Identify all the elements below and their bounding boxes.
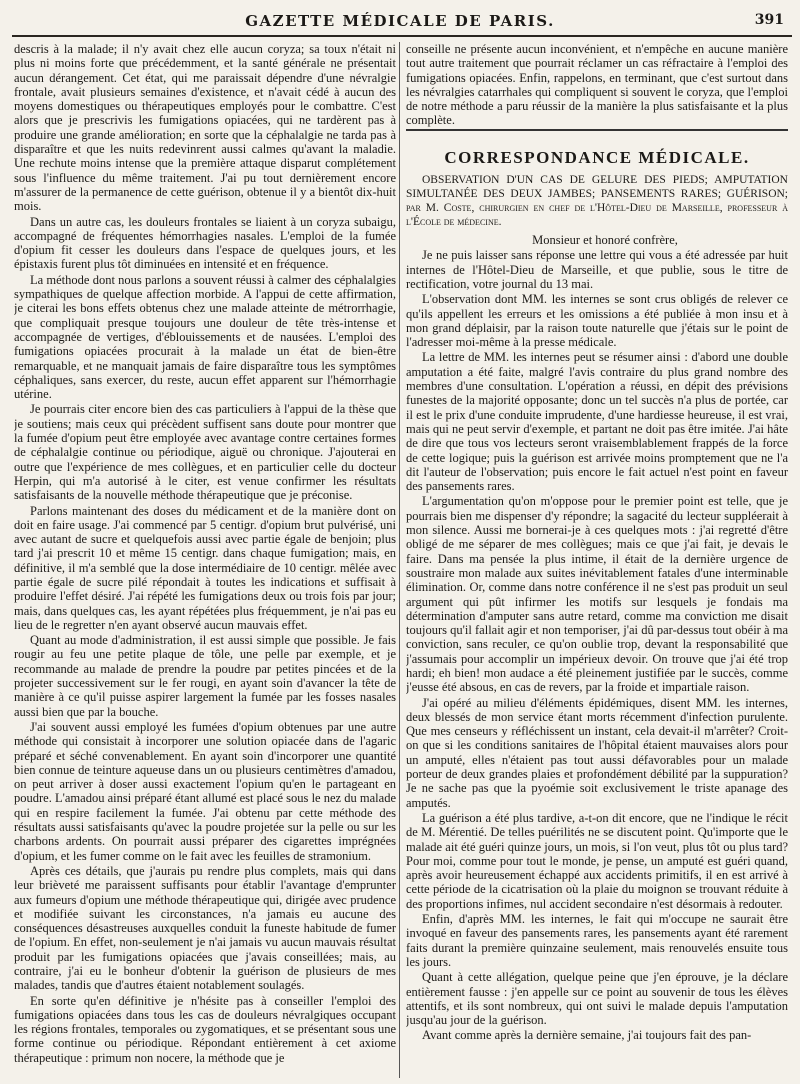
- right-paragraph: J'ai opéré au milieu d'éléments épidémiques, disent MM. les internes, deux blessés de mon service étant morts récemment d'infection purulente. Que mes censeurs y réfléchissent un instant, cela devait-il m'arrêter? Croit-on que si les conditions sanitaires de l'hôpital étaient mauvaises alors pour un amputé, elles n'étaient pas tout aussi défavorables pour un malade porteur de deux grandes plaies et profondément débilité par la suppuration? Je ne sache pas que la pyoémie soit exclusivement le triste apanage des amputés.: [406, 695, 788, 810]
- right-paragraph: Je ne puis laisser sans réponse une lettre qui vous a été adressée par huit internes de l'Hôtel-Dieu de Marseille, et que publie, sous le titre de rectification, votre journal du 13 mai.: [406, 248, 788, 291]
- section-title-box: [406, 129, 788, 165]
- page-number: 391: [754, 12, 784, 28]
- right-paragraph: La guérison a été plus tardive, a-t-on dit encore, que ne l'indique le récit de M. Mérentié. De telles puérilités ne se discutent point. Qu'importe que le malade ait été guéri quinze jours, un mois, si l'on veut, plus tôt ou plus tard? Pour moi, comme pour tout le monde, je pense, un amputé est guéri quand, après avoir heureusement échappé aux accidents primitifs, il en est arrivé à cette période de la cicatrisation où la plaie du moignon se trouvant réduite à des proportions infimes, nul accident secondaire n'est désormais à redouter.: [406, 810, 788, 911]
- left-column: [14, 42, 396, 1080]
- right-paragraph: L'observation dont MM. les internes se sont crus obligés de relever ce qu'ils appellent les erreurs et les omissions a été publiée à mon insu et à mon grand déplaisir, par la raison toute naturelle que j'étais sur le point de l'adresser moi-même à la presse médicale.: [406, 292, 788, 350]
- running-head-title: GAZETTE MÉDICALE DE PARIS.: [245, 12, 555, 30]
- right-paragraph: La lettre de MM. les internes peut se résumer ainsi : d'abord une double amputation a été faite, malgré l'avis contraire du plus grand nombre des membres d'une consultation. L'opération a réussi, en dépit des prévisions funestes de la majorité opposante; donc un tel succès n'a plus de portée, car il est le prix d'une conduite imprudente, d'une hardiesse heureuse, il est vrai, mais qui ne peut servir d'exemple, et partant ne doit pas être imitée. J'ai hâte de dire que tous vos lecteurs seront vraisemblablement frappés de la force de cette logique; puis la guérison est arrivée moins promptement que ne l'a dit l'auteur de l'observation; puis encore le fait actuel n'est point en faveur des pansements rares.: [406, 350, 788, 494]
- salutation: Monsieur et honoré confrère,: [532, 233, 678, 248]
- left-paragraph: Parlons maintenant des doses du médicament et de la manière dont on doit en faire usage. J'ai commencé par 5 centigr. d'opium brut pulvérisé, uni avec autant de sucre et quelquefois aussi avec partie égale de benjoin; plus tard j'ai prescrit 10 et même 15 centigr. dans chaque fumigation; mais, en définitive, il m'a semblé que la dose intermédiaire de 10 centigr. mêlée avec partie égale de sucre pilé répondait à toutes les indications et suffisait à produire l'effet désiré. J'ai répété les fumigations deux ou trois fois par jour; mais, dans quelques cas, les ayant répétées plus fréquemment, je n'ai pas eu lieu de le regretter n'en ayant observé aucun mauvais effet.: [14, 503, 396, 632]
- left-paragraph: En sorte qu'en définitive je n'hésite pas à conseiller l'emploi des fumigations opiacées dans tous les cas de douleurs névralgiques occupant les régions frontales, temporales ou zygomatiques, et se présentant sous une forme continue ou périodique. Répondant entièrement à cet axiome thérapeutique : primum non nocere, la méthode que je: [14, 993, 396, 1065]
- right-column: [406, 42, 788, 1080]
- left-paragraph: descris à la malade; il n'y avait chez elle aucun coryza; sa toux n'était ni plus ni moins forte que précédemment, et la santé générale ne présentait aucun dérangement. Cet état, qui me paraissait dépendre d'une névralgie frontale, avait plusieurs semaines d'existence, et n'avait cédé à aucun des moyens domestiques ou thérapeutiques employés pour le combattre. C'est alors que je prescrivis les fumigations opiacées, qui ne tardèrent pas à produire une grande amélioration; en sorte que la céphalalgie ne tarda pas à disparaître et que les nuits redevinrent aussi calmes qu'avant la maladie. Une rechute moins intense que la première attaque disparut complétement sous l'influence du même traitement. J'ai pu tout dernièrement encore m'assurer de la permanence de cette guérison, obtenue il y a bientôt dix-huit mois.: [14, 42, 396, 214]
- observation-heading: OBSERVATION D'UN CAS DE GELURE DES PIEDS; AMPUTATION SIMULTANÉE DES DEUX JAMBES; PANSEMENTS RARES; GUÉRISON; par M. Coste, chirurgien en chef de l'Hôtel-Dieu de Marseille, professeur à l'École de médecine.: [406, 174, 788, 229]
- right-paragraph: Enfin, d'après MM. les internes, le fait qui m'occupe ne saurait être invoqué en faveur des pansements rares, les pansements ayant été rarement faits durant la première quinzaine seulement, mais renouvelés ensuite tous les jours.: [406, 912, 788, 969]
- right-paragraph: L'argumentation qu'on m'oppose pour le premier point est telle, que je pourrais bien me dispenser d'y répondre; la sagacité du lecteur suppléerait à mon silence. Aussi me bornerai-je à ces quelques mots : j'ai regretté d'être obligé de me séparer de mes collègues; mais ce que j'ai fait, je devais le faire. Dans ma pensée la plus intime, il était de la dernière urgence de soustraire mon malade aux suites inévitablement fatales d'une interminable élimination. Or, comme dans notre conférence il ne s'est pas produit un seul argument qui pût infirmer les motifs sur lesquels je fondais ma détermination d'amputer sans autre retard, comme ma conviction me disait toujours qu'il fallait agir et non temporiser, j'ai dû par-dessus tout obéir à ma conviction, sans reculer, ce qu'on oublie trop, devant la responsabilité que j'assumais pour accomplir un impérieux devoir. On trouve que j'ai été trop hardi; eh bien! mon audace a été pleinement justifiée par le succès, comme j'eusse été absous, en cas de revers, par la froide et impartiale raison.: [406, 494, 788, 695]
- left-paragraph: Je pourrais citer encore bien des cas particuliers à l'appui de la thèse que je soutiens; mais ceux qui précèdent suffisent sans doute pour montrer que la fumée d'opium peut être employée avec avantage contre certaines formes de céphalalgie continue ou périodique, aiguë ou chronique. J'ajouterai en outre que l'expérience de mes collègues, et en particulier celle du docteur Herpin, qui m'a autorisé à le citer, est venue confirmer les résultats satisfaisants de la nouvelle méthode thérapeutique que je préconise.: [14, 402, 396, 503]
- left-paragraph: Quant au mode d'administration, il est aussi simple que possible. Je fais rougir au feu une petite plaque de tôle, une pelle par exemple, et je recommande au malade de prendre la poudre par petites pincées et de la projeter successivement sur le fer rougi, en ayant soin d'avancer la tête de manière à ce qu'il puisse aspirer largement la fumée par les fosses nasales aussi bien que par la bouche.: [14, 633, 396, 719]
- column-divider: [399, 42, 400, 1078]
- left-paragraph: La méthode dont nous parlons a souvent réussi à calmer des céphalalgies sympathiques de quelque affection morbide. A l'appui de cette affirmation, je citerai les bons effets obtenus chez une malade atteinte de métrorrhagie, que compliquait presque toujours une douleur de tête très-intense et accompagnée de vertiges, d'éblouissements et de nausées. L'emploi des fumigations opiacées procurait à la malade un état de bien-être remarquable, et ne manquait jamais de faire disparaître tous les symptômes céphaliques, sans exercer, du reste, aucun effet apparent sur l'hémorrhagie utérine.: [14, 272, 396, 402]
- left-paragraph: Après ces détails, que j'aurais pu rendre plus complets, mais qui dans leur brièveté me paraissent suffisants pour établir l'avantage d'emprunter aux fumeurs d'opium une méthode thérapeutique qui, dirigée avec prudence et modifiée suivant les circonstances, n'a jamais eu aucune des conséquences désastreuses auxquelles conduit la funeste habitude de fumer de l'opium. En effet, non-seulement je n'ai jamais vu aucun mauvais résultat produit par les fumigations opiacées que j'avais conseillées; mais, au contraire, j'ai eu le bonheur d'obtenir la guérison de plusieurs de mes malades, tandis que d'autres étaient notablement soulagés.: [14, 863, 396, 993]
- left-paragraph: J'ai souvent aussi employé les fumées d'opium obtenues par une autre méthode qui consistait à incorporer une solution opiacée dans de l'agaric préparé et séché convenablement. En ayant soin d'incorporer une quantité bien connue de teinture aqueuse dans un ou plusieurs centimètres d'amadou, on peut arriver à doser aussi exactement l'opium qu'en le partageant en poudre. L'amadou ainsi préparé étant allumé est placé sous le nez du malade qui en respire facilement la fumée. J'ai obtenu par cette méthode des résultats aussi satisfaisants qu'avec la poudre projetée sur la pelle ou sur les charbons ardents. On pourrait aussi préparer des cigarettes imprégnées d'opium, et les fumer comme on le fait avec les feuilles de stramonium.: [14, 719, 396, 863]
- header-rule: [12, 35, 792, 37]
- right-paragraph: Quant à cette allégation, quelque peine que j'en éprouve, je la déclare entièrement fausse : j'en appelle sur ce point au souvenir de tous les élèves attentifs, et ils sont nombreux, qui ont suivi le malade depuis l'amputation jusqu'au jour de la guérison.: [406, 970, 788, 1028]
- right-top-paragraph: conseille ne présente aucun inconvénient, et n'empêche en aucune manière tout autre traitement que pourrait réclamer un cas réfractaire à l'emploi des fumigations opiacées. Enfin, rappelons, en terminant, que c'est surtout dans les névralgies catarrhales qui compliquent si souvent le coryza, que l'emploi de notre méthode a paru réussir de la manière la plus satisfaisante et la plus complète.: [406, 42, 788, 128]
- right-paragraph: Avant comme après la dernière semaine, j'ai toujours fait des pan-: [422, 1028, 752, 1043]
- left-paragraph: Dans un autre cas, les douleurs frontales se liaient à un coryza subaigu, accompagné de fréquentes hémorrhagies nasales. L'emploi de la fumée d'opium fit cesser les douleurs dans l'espace de quelques jours, et les épistaxis furent plus tôt diminuées en intensité et en fréquence.: [14, 214, 396, 272]
- section-title: CORRESPONDANCE MÉDICALE.: [444, 147, 750, 167]
